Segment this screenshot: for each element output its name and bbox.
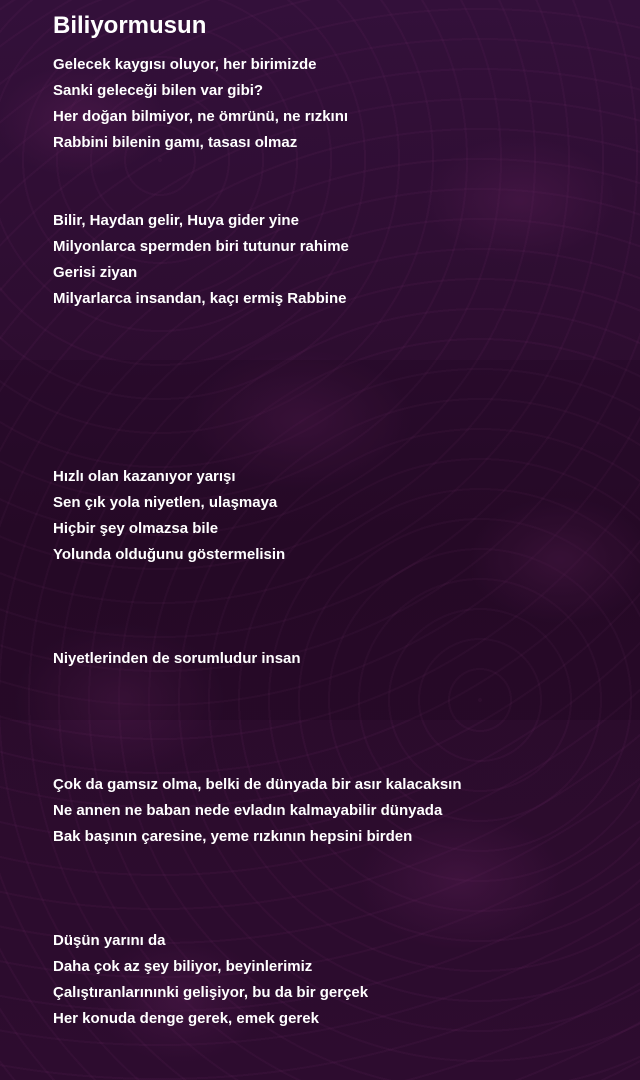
poem-line: Milyarlarca insandan, kaçı ermiş Rabbine: [53, 290, 347, 307]
poem-line: Bak başının çaresine, yeme rızkının hepsini birden: [53, 828, 413, 845]
poem-line: Ne annen ne baban nede evladın kalmayabilir dünyada: [53, 802, 443, 819]
poem-line: Rabbini bilenin gamı, tasası olmaz: [53, 134, 298, 151]
poem-line: Hızlı olan kazanıyor yarışı: [53, 468, 236, 485]
poem-line: Her konuda denge gerek, emek gerek: [53, 1010, 319, 1027]
poem-title: Biliyormusun: [53, 12, 207, 39]
poem-line: Sen çık yola niyetlen, ulaşmaya: [53, 494, 278, 511]
poem-line: Çalıştıranlarınınki gelişiyor, bu da bir gerçek: [53, 984, 369, 1001]
poem-line: Her doğan bilmiyor, ne ömrünü, ne rızkını: [53, 108, 349, 125]
poem-line: Sanki geleceği bilen var gibi?: [53, 82, 264, 99]
poem-line: Yolunda olduğunu göstermelisin: [53, 546, 286, 563]
poem-line: Gerisi ziyan: [53, 264, 138, 281]
poem-line: Gelecek kaygısı oluyor, her birimizde: [53, 56, 317, 73]
poem-line: Hiçbir şey olmazsa bile: [53, 520, 219, 537]
poem-line: Milyonlarca spermden biri tutunur rahime: [53, 238, 349, 255]
poem-line: Çok da gamsız olma, belki de dünyada bir asır kalacaksın: [53, 776, 462, 793]
poem-line: Bilir, Haydan gelir, Huya gider yine: [53, 212, 299, 229]
poem-line: Düşün yarını da: [53, 932, 166, 949]
poem-line: Daha çok az şey biliyor, beyinlerimiz: [53, 958, 313, 975]
poem-line: Niyetlerinden de sorumludur insan: [53, 650, 301, 667]
